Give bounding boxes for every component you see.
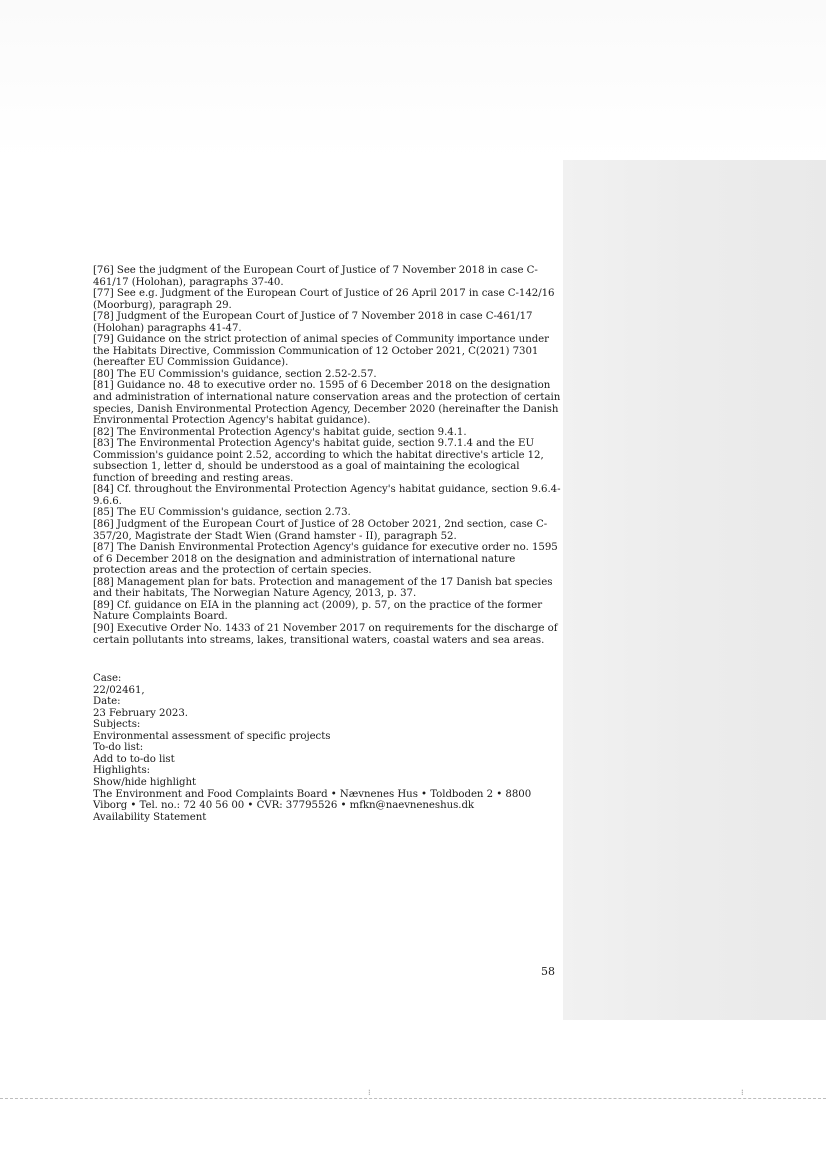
todo-label: To-do list: [93,742,144,754]
scan-shadow [563,160,826,1020]
highlights-label: Highlights: [93,765,151,777]
footnote-89: [89] Cf. guidance on EIA in the planning act (2009), p. 57, on the practice of the former Nature Complaints Board. [93,599,543,623]
footnote-82: [82] The Environmental Protection Agency's habitat guide, section 9.4.1. [93,426,467,438]
contact-line: The Environment and Food Complaints Board • Nævnenes Hus • Toldboden 2 • 8800 Viborg • Tel. no.: 72 40 56 00 • CVR: 37795526 • mfkn@naevneneshus.dk [93,788,532,812]
date-value: 23 February 2023. [93,707,188,719]
scan-top-margin [0,0,826,160]
case-label: Case: [93,673,122,685]
highlights-value: Show/hide highlight [93,776,197,788]
case-value: 22/02461, [93,684,145,696]
case-metadata [93,673,563,823]
availability-statement: Availability Statement [93,811,207,823]
footnote-79: [79] Guidance on the strict protection of animal species of Community importance under the Habitats Directive, Commission Communication of 12 October 2021, C(2021) 7301 (hereafter EU Commission Guidance). [93,334,549,369]
footnote-84: [84] Cf. throughout the Environmental Protection Agency's habitat guidance, section 9.6.4-9.6.6. [93,484,561,507]
footnote-88: [88] Management plan for bats. Protection and management of the 17 Danish bat species and their habitats, The Norwegian Nature Agency, 2013, p. 37. [93,576,553,600]
scan-mark-right: ⁝ [741,1088,744,1097]
scan-edge-line [0,1098,826,1099]
subjects-label: Subjects: [93,719,141,731]
page-number: 58 [541,965,555,978]
document-page [93,265,563,823]
footnote-87: [87] The Danish Environmental Protection Agency's guidance for executive order no. 1595 of 6 December 2018 on the designation and administration of international nature protection areas and the protection of certain species. [93,542,558,577]
footnote-86: [86] Judgment of the European Court of Justice of 28 October 2021, 2nd section, case C-357/20, Magistrate der Stadt Wien (Grand hamster - II), paragraph 52. [93,519,548,542]
footnote-80: [80] The EU Commission's guidance, section 2.52-2.57. [93,368,377,380]
footnote-85: [85] The EU Commission's guidance, section 2.73. [93,507,351,519]
footnote-76: [76] See the judgment of the European Court of Justice of 7 November 2018 in case C-461/17 (Holohan), paragraphs 37-40. [93,265,538,288]
date-label: Date: [93,696,121,708]
footnote-83: [83] The Environmental Protection Agency's habitat guide, section 9.7.1.4 and the EU Commission's guidance point 2.52, according to which the habitat directive's article 12, subsection 1, letter d, should be understood as a goal of maintaining the ecological function of breeding and resting areas. [93,438,544,484]
footnotes [93,265,563,646]
footnote-90: [90] Executive Order No. 1433 of 21 November 2017 on requirements for the discharge of certain pollutants into streams, lakes, transitional waters, coastal waters and sea areas. [93,622,558,646]
footnote-77: [77] See e.g. Judgment of the European Court of Justice of 26 April 2017 in case C-142/16 (Moorburg), paragraph 29. [93,288,555,311]
scan-mark-left: ⁝ [368,1088,371,1097]
footnote-78: [78] Judgment of the European Court of Justice of 7 November 2018 in case C-461/17 (Holohan) paragraphs 41-47. [93,311,533,334]
subjects-value: Environmental assessment of specific projects [93,730,331,742]
footnote-81: [81] Guidance no. 48 to executive order no. 1595 of 6 December 2018 on the designation and administration of international nature conservation areas and the protection of certain species, Danish Environmental Protection Agency, December 2020 (hereinafter the Danish Environmental Protection Agency's habitat guidance). [93,380,561,427]
todo-value: Add to to-do list [93,753,175,765]
